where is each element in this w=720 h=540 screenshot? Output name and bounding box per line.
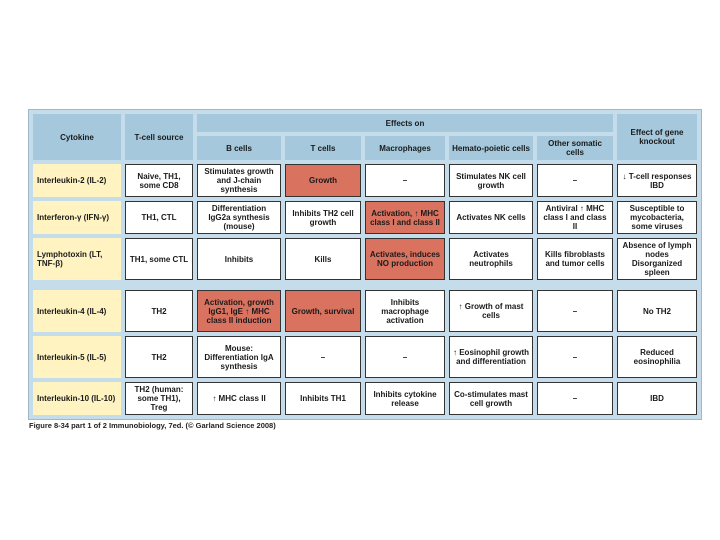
figure-caption: Figure 8-34 part 1 of 2 Immunobiology, 7ed. (© Garland Science 2008)	[29, 421, 276, 430]
b-cell-effect: Mouse: Differentiation IgA synthesis	[197, 336, 281, 378]
b-cell-effect: ↑ MHC class II	[197, 382, 281, 415]
somatic-effect: –	[537, 290, 613, 332]
table-row	[33, 290, 697, 332]
tcell-source-cell: TH1, some CTL	[125, 238, 193, 280]
macrophage-effect: Inhibits macrophage activation	[365, 290, 445, 332]
header-knockout: Effect of gene knockout	[617, 114, 697, 160]
knockout-effect: Susceptible to mycobacteria, some viruses	[617, 201, 697, 234]
knockout-effect: Reduced eosinophilia	[617, 336, 697, 378]
macrophage-effect: Activation, ↑ MHC class I and class II	[365, 201, 445, 234]
cytokine-name: Interleukin-5 (IL-5)	[33, 336, 121, 378]
header-effects-on: Effects on	[197, 114, 613, 132]
macrophage-effect: –	[365, 164, 445, 197]
t-cell-effect: Inhibits TH1	[285, 382, 361, 415]
hematopoietic-effect: ↑ Eosinophil growth and differentiation	[449, 336, 533, 378]
somatic-effect: –	[537, 164, 613, 197]
somatic-effect: Kills fibroblasts and tumor cells	[537, 238, 613, 280]
hematopoietic-effect: Activates NK cells	[449, 201, 533, 234]
somatic-effect: –	[537, 382, 613, 415]
macrophage-effect: Inhibits cytokine release	[365, 382, 445, 415]
b-cell-effect: Stimulates growth and J-chain synthesis	[197, 164, 281, 197]
table-row	[33, 336, 697, 378]
t-cell-effect: Kills	[285, 238, 361, 280]
tcell-source-cell: Naive, TH1, some CD8	[125, 164, 193, 197]
table-row	[33, 238, 697, 280]
somatic-effect: –	[537, 336, 613, 378]
hematopoietic-effect: Stimulates NK cell growth	[449, 164, 533, 197]
header-b-cells: B cells	[197, 136, 281, 160]
cytokine-name: Interleukin-4 (IL-4)	[33, 290, 121, 332]
knockout-effect: No TH2	[617, 290, 697, 332]
b-cell-effect: Activation, growth IgG1, IgE ↑ MHC class II induction	[197, 290, 281, 332]
cytokine-name: Interferon-γ (IFN-γ)	[33, 201, 121, 234]
table-row	[33, 164, 697, 197]
tcell-source-cell: TH2	[125, 290, 193, 332]
header-somatic: Other somatic cells	[537, 136, 613, 160]
t-cell-effect: –	[285, 336, 361, 378]
tcell-source-cell: TH2	[125, 336, 193, 378]
tcell-source-cell: TH1, CTL	[125, 201, 193, 234]
macrophage-effect: –	[365, 336, 445, 378]
t-cell-effect: Growth, survival	[285, 290, 361, 332]
hematopoietic-effect: Co-stimulates mast cell growth	[449, 382, 533, 415]
t-cell-effect: Inhibits TH2 cell growth	[285, 201, 361, 234]
knockout-effect: ↓ T-cell responses IBD	[617, 164, 697, 197]
cytokine-table-figure	[28, 109, 694, 420]
cytokine-name: Lymphotoxin (LT, TNF-β)	[33, 238, 121, 280]
macrophage-effect: Activates, induces NO production	[365, 238, 445, 280]
hematopoietic-effect: ↑ Growth of mast cells	[449, 290, 533, 332]
knockout-effect: IBD	[617, 382, 697, 415]
header-tcell-source: T-cell source	[125, 114, 193, 160]
header-cytokine: Cytokine	[33, 114, 121, 160]
cytokine-name: Interleukin-2 (IL-2)	[33, 164, 121, 197]
table-row	[33, 201, 697, 234]
header-hematopoietic: Hemato-poietic cells	[449, 136, 533, 160]
t-cell-effect: Growth	[285, 164, 361, 197]
somatic-effect: Antiviral ↑ MHC class I and class II	[537, 201, 613, 234]
table-row	[33, 382, 697, 415]
header-t-cells: T cells	[285, 136, 361, 160]
tcell-source-cell: TH2 (human: some TH1), Treg	[125, 382, 193, 415]
cytokine-name: Interleukin-10 (IL-10)	[33, 382, 121, 415]
b-cell-effect: Inhibits	[197, 238, 281, 280]
knockout-effect: Absence of lymph nodes Disorganized spleen	[617, 238, 697, 280]
hematopoietic-effect: Activates neutrophils	[449, 238, 533, 280]
cytokine-table	[28, 109, 702, 420]
header-macrophages: Macrophages	[365, 136, 445, 160]
b-cell-effect: Differentiation IgG2a synthesis (mouse)	[197, 201, 281, 234]
